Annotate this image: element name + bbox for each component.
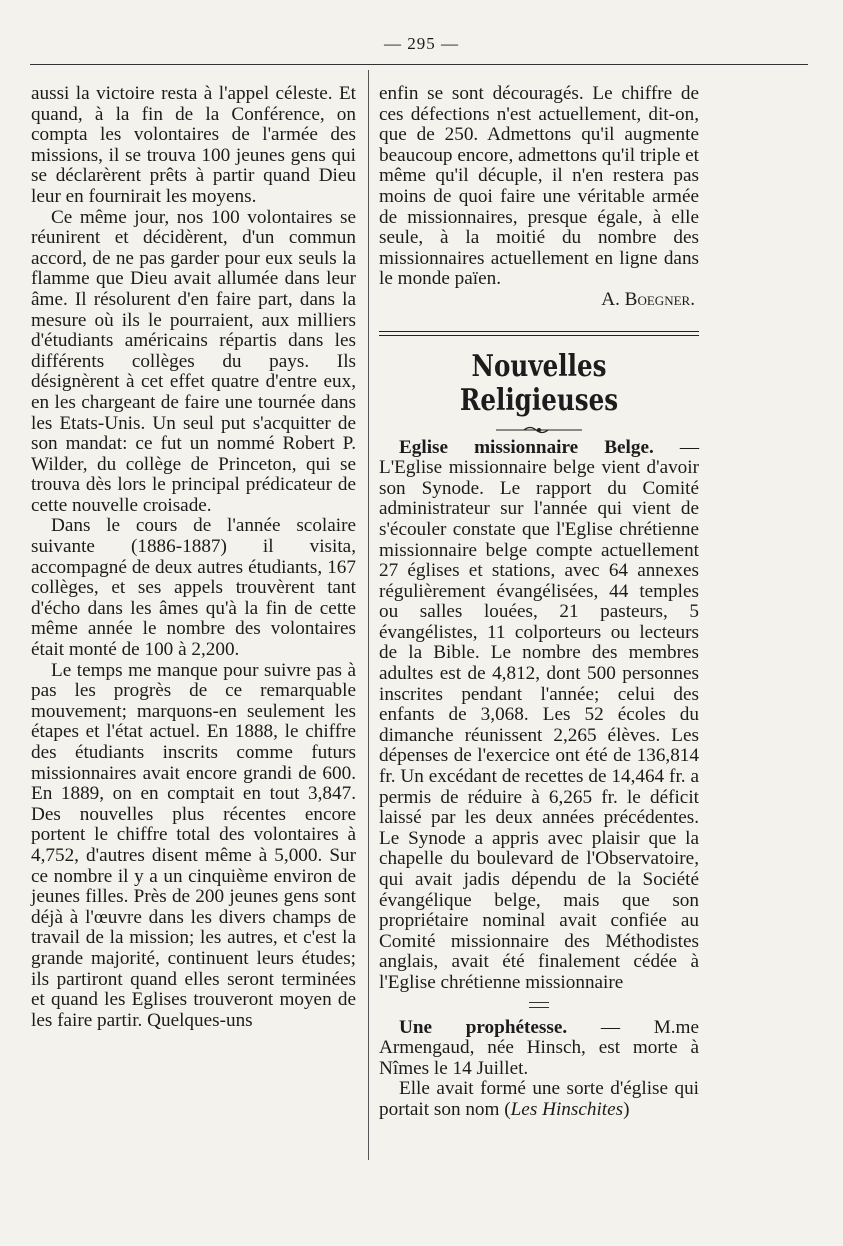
section-title: Nouvelles Religieuses	[459, 348, 619, 418]
separator-rule	[529, 1002, 549, 1008]
paragraph: Le temps me manque pour suivre pas à pas les progrès de ce remarquable mouvement; marquons-en seulement les étapes et l'état actuel. En 1888, le chiffre des étudiants inscrits comme futurs missionnaires avait encore grandi de 600. En 1889, on en comptait en tout 3,847. Des nouvelles plus récentes encore portent le chiffre total des volontaires à 4,752, d'autres disent même à 5,000. Sur ce nombre il y a un cinquième environ de jeunes filles. Près de 200 jeunes gens sont déjà à l'œuvre dans les divers champs de travail de la mission; les autres, et c'est la grande majorité, continuent leurs études; ils partiront quand elles seront terminées et quand les Eglises trouveront moyen de les faire partir. Quelques-uns	[31, 659, 356, 1031]
article-text: L'Eglise missionnaire belge vient d'avoir son Synode. Le rapport du Comité administrateur sur l'année qui vient de s'écouler constate que l'Eglise chrétienne missionnaire belge compte actuellement 27 églises et stations, avec 64 annexes régulièrement évangélisées, 44 temples ou salles louées, 21 pasteurs, 5 évangélistes, 11 colporteurs ou lecteurs de la Bible. Le nombre des membres adultes est de 4,812, dont 500 personnes inscrites pendant l'année; celui des enfants de 3,068. Les 52 écoles du dimanche réunissent 2,265 élèves. Les dépenses de l'exercice ont été de 136,814 fr. Un excédant de recettes de 14,464 fr. a permis de réduire à 6,265 fr. le déficit laissé par les deux années précédentes. Le Synode a appris avec plaisir que la chapelle du boulevard de l'Observatoire, qui avait jadis dépendu de la Société évangélique belge, mais que son propriétaire nominal avait confiée au Comité missionnaire des Méthodistes anglais, avait été finalement cédée à l'Eglise chrétienne missionnaire	[379, 457, 699, 993]
paragraph-text: Elle avait formé une sorte d'église qui portait son nom (	[379, 1078, 699, 1120]
header-rule	[30, 64, 808, 65]
article-belgian-church	[379, 438, 699, 994]
paragraph: Ce même jour, nos 100 volontaires se réunirent et décidèrent, d'un commun accord, de ne pas garder pour eux seuls la flamme que Dieu avait allumée dans leur âme. Il résolurent d'en faire part, dans la mesure où ils le pourraient, aux milliers d'étudiants américains répartis dans les différents collèges du pays. Ils désignèrent à cet effet quatre d'entre eux, en les chargeant de faire une tournée dans les Etats-Unis. Un seul put s'acquitter de son mandat: ce fut un nommé Robert P. Wilder, du collège de Princeton, qui se trouva dès lors le principal prédicateur de cette nouvelle croisade.	[31, 206, 356, 516]
paragraph-text: )	[623, 1098, 630, 1120]
left-column	[31, 84, 356, 1031]
column-divider	[368, 70, 369, 1160]
right-column	[379, 84, 699, 1121]
ornament-icon	[494, 424, 584, 436]
paragraph: aussi la victoire resta à l'appel céleste. Et quand, à la fin de la Conférence, on compta les volontaires de l'armée des missions, il se trouva 100 jeunes gens qui se déclarèrent prêts à partir quand Dieu leur en fournirait les moyens.	[31, 83, 356, 207]
article-text: — M.me Armengaud, née Hinsch, est morte à Nîmes le 14 Juillet.	[379, 1016, 699, 1079]
section-rule	[379, 331, 699, 336]
heading-dash: —	[653, 436, 699, 458]
paragraph: Dans le cours de l'année scolaire suivante (1886-1887) il visita, accompagné de deux autres étudiants, 167 collèges, et ses appels trouvèrent tant d'écho dans les âmes qu'à la fin de cette même année le nombre des volontaires était monté de 100 à 2,200.	[31, 515, 356, 661]
author-signature: A. Boegner.	[601, 288, 695, 310]
article-prophetess	[379, 1018, 699, 1080]
paragraph	[379, 1079, 699, 1120]
paragraph: enfin se sont découragés. Le chiffre de ces défections n'est actuellement, dit-on, que de 250. Admettons qu'il augmente beaucoup encore, admettons qu'il triple et même qu'il décuple, il n'en restera pas moins de quoi faire une véritable armée de missionnaires, presque égale, à elle seule, à la moitié du nombre des missionnaires actuellement en ligne dans le monde païen.	[379, 83, 699, 290]
article-heading: Une prophétesse.	[399, 1016, 568, 1038]
italic-title: Les Hinschites	[510, 1098, 624, 1120]
article-heading: Eglise missionnaire Belge.	[399, 436, 654, 458]
page-number: — 295 —	[384, 34, 459, 53]
